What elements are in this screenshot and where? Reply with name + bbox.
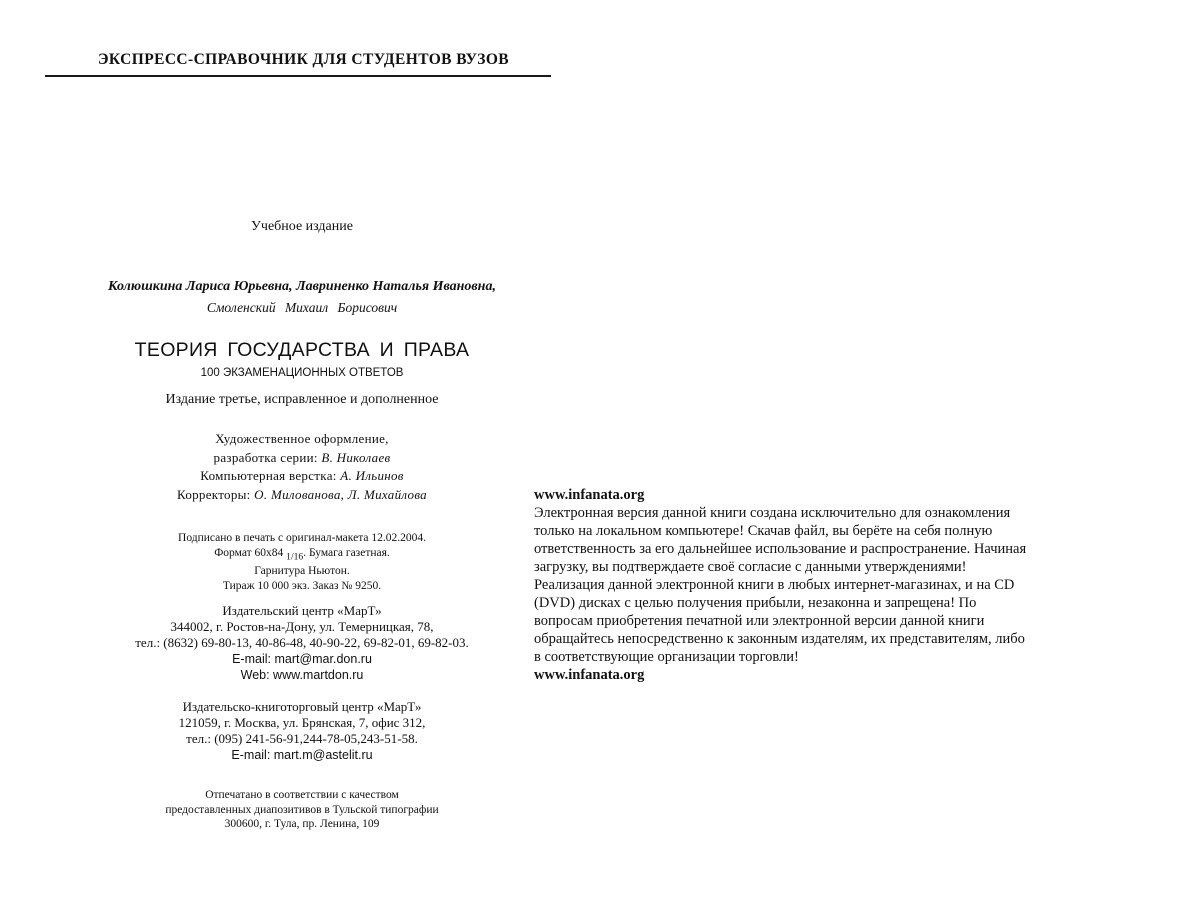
- credits-layout-label: Компьютерная верстка:: [200, 468, 337, 483]
- credits-proof-names: О. Милованова, Л. Михайлова: [254, 486, 427, 502]
- printed-line-2: предоставленных диапозитивов в Тульской типографии: [165, 803, 439, 816]
- printed-line-1: Отпечатано в соответствии с качеством: [205, 789, 399, 801]
- publisher-2-block: [0, 699, 604, 763]
- publisher-1-block: [0, 603, 604, 683]
- credits-design-label: Художественное оформление,: [215, 431, 389, 446]
- publisher-1-name: Издательский центр «МарТ»: [222, 603, 382, 618]
- print-signed: Подписано в печать с оригинал-макета 12.02.2004.: [178, 532, 426, 544]
- credits-proof: [0, 486, 604, 505]
- credits-proof-label: Корректоры:: [177, 486, 251, 502]
- authors-second: Смоленский Михаил Борисович: [206, 300, 398, 315]
- edition-type: Учебное издание: [251, 219, 353, 234]
- distribution-notice: [534, 486, 1034, 684]
- credits-series-name: В. Николаев: [321, 449, 391, 465]
- book-title: ТЕОРИЯ ГОСУДАРСТВА И ПРАВА: [134, 339, 470, 361]
- print-format: [0, 546, 604, 565]
- publisher-1-web: Web: www.martdon.ru: [240, 668, 364, 682]
- credits-block: [0, 430, 604, 504]
- print-format-suffix: . Бумага газетная.: [303, 546, 390, 559]
- credits-series: [0, 449, 604, 468]
- header-rule: [45, 75, 551, 77]
- notice-text: Электронная версия данной книги создана исключительно для ознакомления только на локальном компьютере! Скачав файл, вы берёте на себя полную ответственность за его дальнейшее использование и распространение. Начиная загрузку, вы подтверждаете своё согласие с данными утверждениями! Реализация данной электронной книги в любых интернет-магазинах, и на CD (DVD) дисках с целью получения прибыли, незаконна и запрещена! По вопросам приобретения печатной или электронной версии данной книги обращайтесь непосредственно к законным издателям, их представителям, либо в соответствующие организации торговли!: [534, 505, 1027, 665]
- credits-series-label: разработка серии:: [213, 449, 318, 465]
- notice-site-top: www.infanata.org: [534, 487, 645, 503]
- publisher-2-name: Издательско-книготорговый центр «МарТ»: [182, 699, 422, 714]
- publisher-1-email: E-mail: mart@mar.don.ru: [232, 652, 372, 666]
- credits-layout-name: А. Ильинов: [340, 468, 404, 483]
- print-info-block: [0, 531, 604, 593]
- print-run: Тираж 10 000 экз. Заказ № 9250.: [222, 579, 382, 592]
- publisher-2-email: E-mail: mart.m@astelit.ru: [231, 748, 373, 762]
- authors-main: Колюшкина Лариса Юрьевна, Лавриненко Наталья Ивановна,: [108, 279, 496, 294]
- printed-line-3: 300600, г. Тула, пр. Ленина, 109: [224, 818, 380, 830]
- print-format-prefix: Формат 60x84: [214, 546, 284, 559]
- publisher-2-address: 121059, г. Москва, ул. Брянская, 7, офис 312,: [178, 715, 426, 730]
- print-typeface: Гарнитура Ньютон.: [254, 565, 350, 578]
- publisher-2-phone: тел.: (095) 241-56-91,244-78-05,243-51-58.: [186, 731, 418, 746]
- print-format-fraction: 1/16: [286, 550, 304, 562]
- notice-site-bottom: www.infanata.org: [534, 667, 645, 683]
- publisher-1-address: 344002, г. Ростов-на-Дону, ул. Темерницкая, 78,: [170, 619, 434, 634]
- edition-info: Издание третье, исправленное и дополненное: [165, 392, 439, 407]
- credits-layout: [0, 467, 604, 486]
- publisher-1-phone: тел.: (8632) 69-80-13, 40-86-48, 40-90-22, 69-82-01, 69-82-03.: [135, 635, 469, 650]
- book-subtitle: 100 ЭКЗАМЕНАЦИОННЫХ ОТВЕТОВ: [200, 367, 404, 379]
- printed-block: [0, 788, 604, 832]
- series-header: ЭКСПРЕСС-СПРАВОЧНИК ДЛЯ СТУДЕНТОВ ВУЗОВ: [98, 51, 510, 68]
